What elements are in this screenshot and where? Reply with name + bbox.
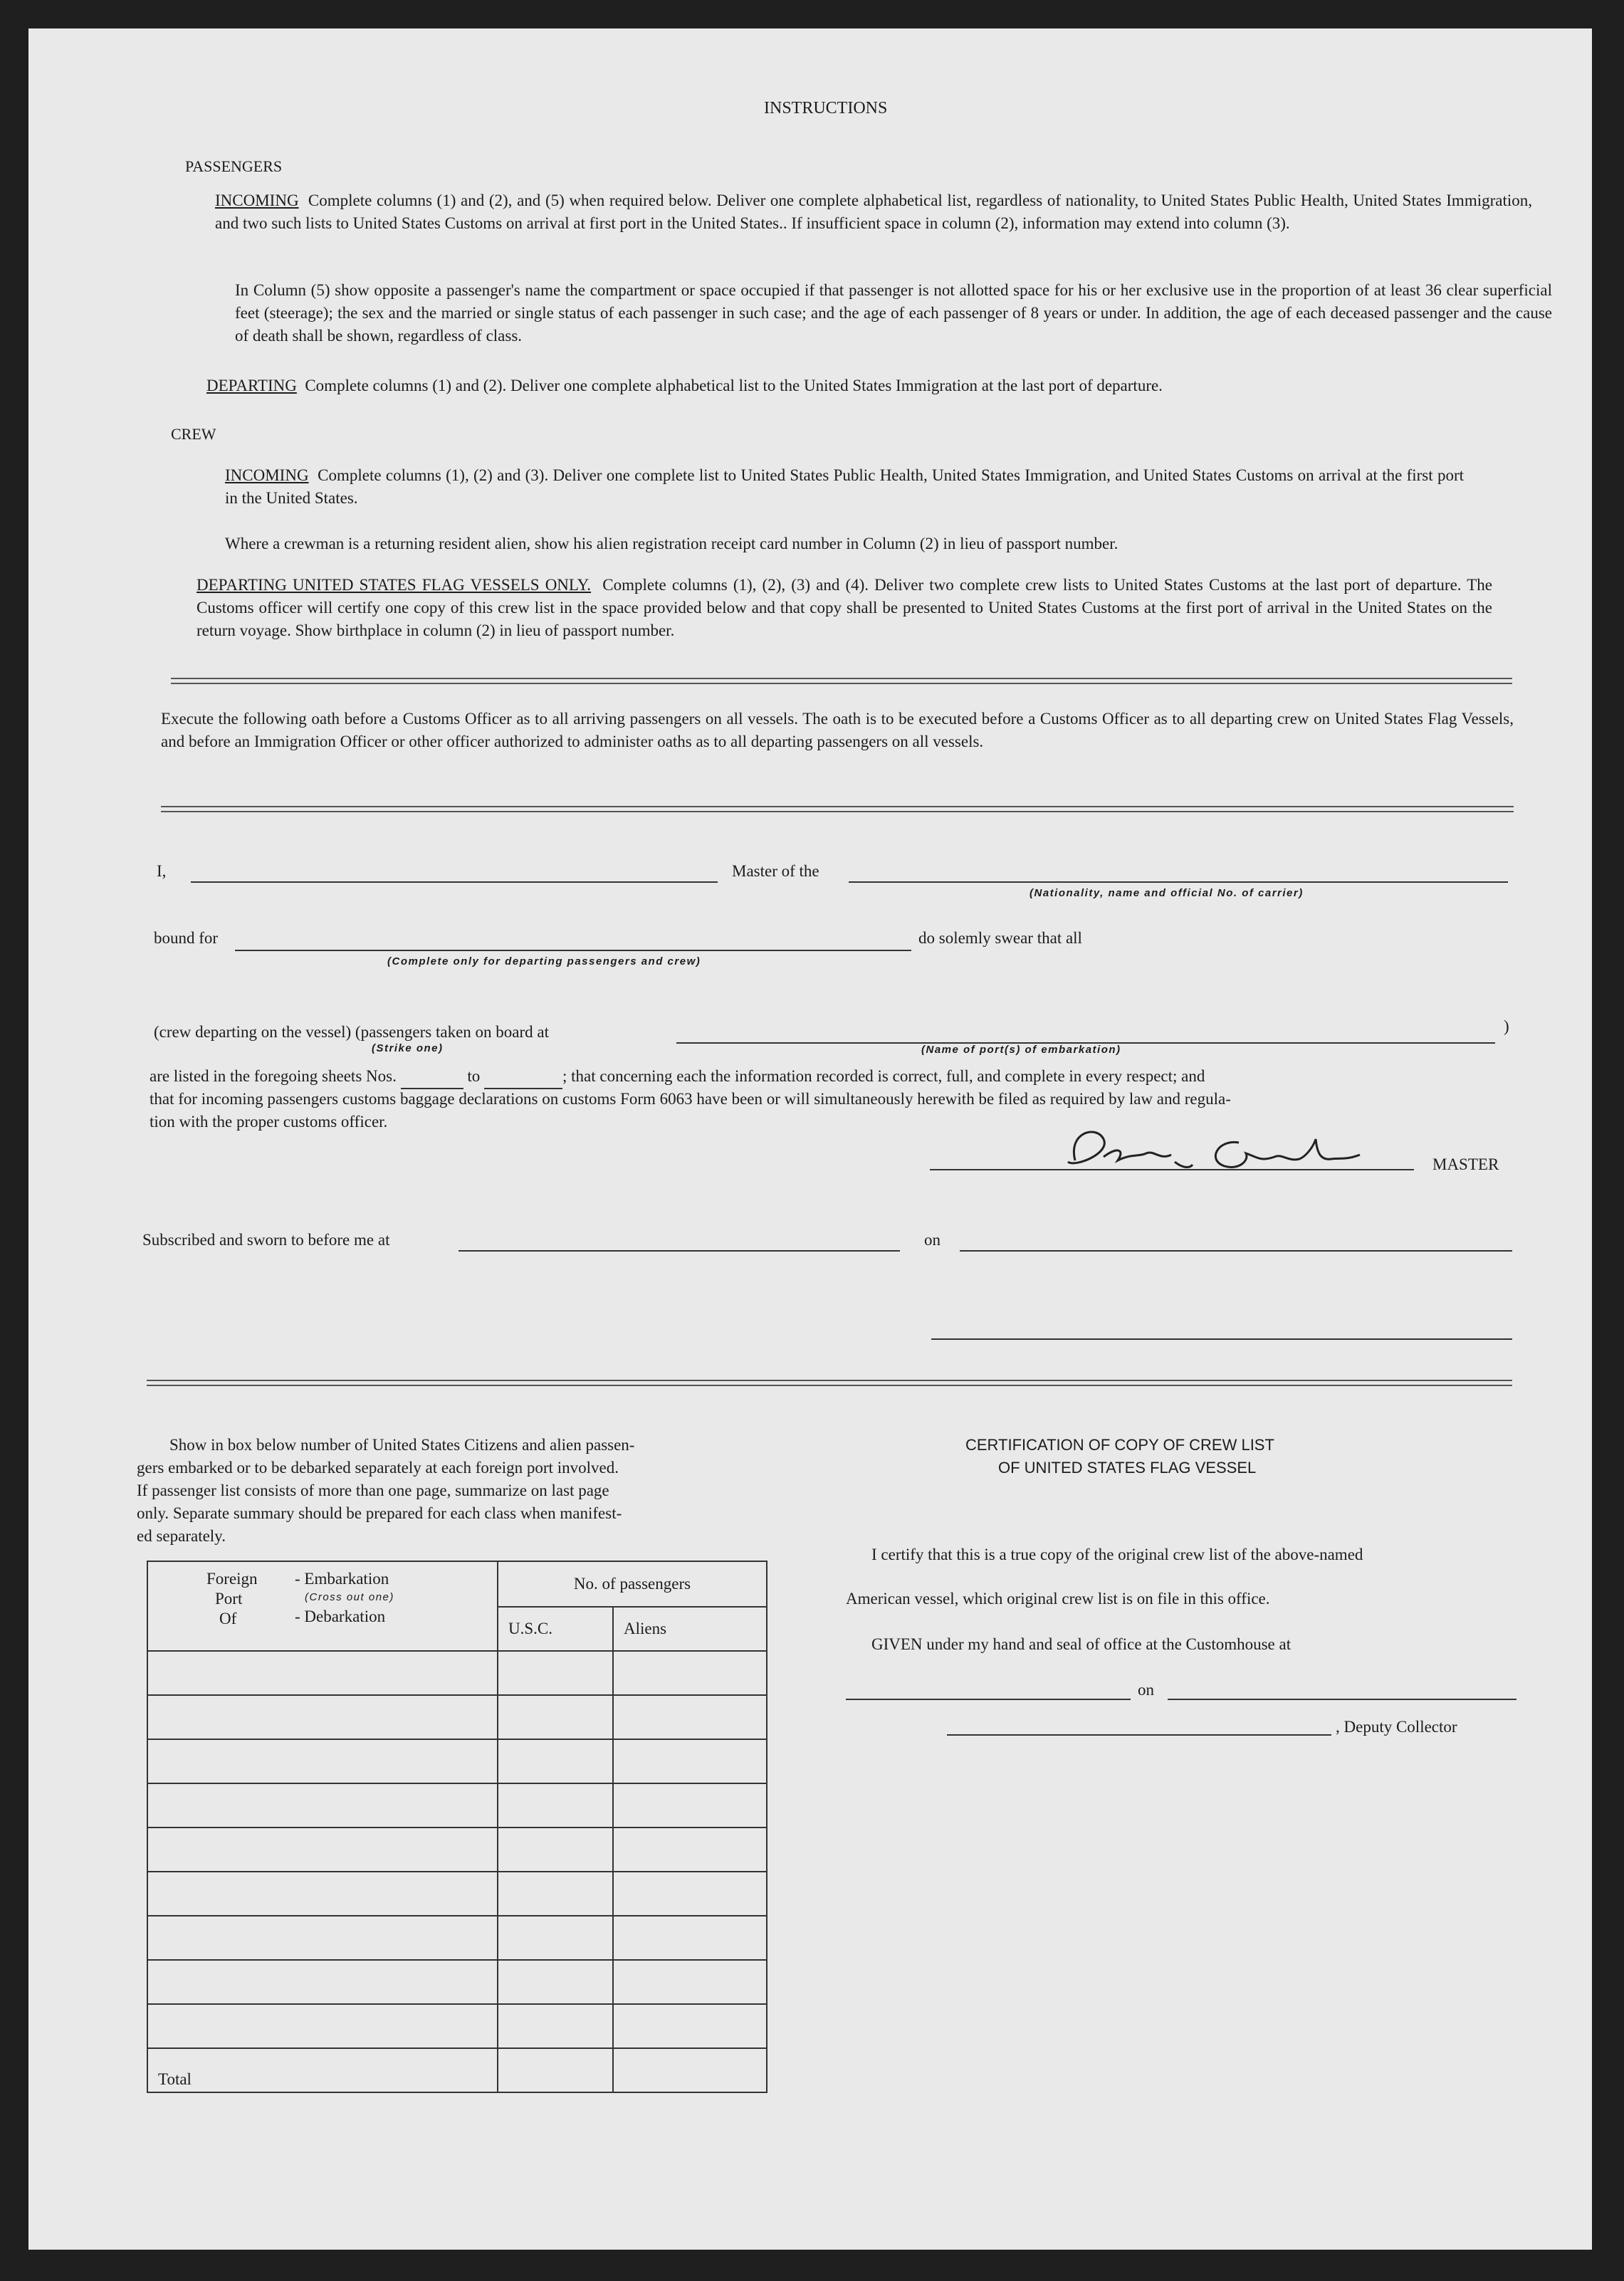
table-row [147, 1783, 767, 1828]
col-foreign: Foreign [206, 1570, 258, 1588]
passengers-incoming-paragraph [215, 189, 1532, 235]
ports-hint: (Name of port(s) of embarkation) [921, 1044, 1121, 1056]
summary-line-3: If passenger list consists of more than one page, summarize on last page [137, 1482, 609, 1499]
master-of-the-label: Master of the [732, 862, 819, 880]
certification-on-label: on [1138, 1681, 1154, 1699]
col-of: Of [219, 1610, 237, 1627]
aliens-cell[interactable] [613, 1872, 767, 1916]
usc-cell[interactable] [498, 2004, 613, 2048]
summary-line-2: gers embarked or to be debarked separately at each foreign port involved. [137, 1459, 619, 1477]
crew-incoming-label: INCOMING [225, 466, 309, 484]
passengers-departing-text: Complete columns (1) and (2). Deliver one complete alphabetical list to the United States Immigration at the last port of departure. [305, 377, 1163, 394]
subscribed-label: Subscribed and sworn to before me at [142, 1231, 390, 1249]
aliens-cell[interactable] [613, 2004, 767, 2048]
deputy-collector-label: , Deputy Collector [1336, 1718, 1457, 1736]
aliens-cell[interactable] [613, 1960, 767, 2004]
col-debarkation: - Debarkation [295, 1608, 386, 1625]
divider-1 [171, 678, 1512, 684]
aliens-cell[interactable] [613, 1695, 767, 1739]
port-cell[interactable] [147, 1872, 498, 1916]
col-passengers: No. of passengers [498, 1561, 767, 1607]
bound-for-label: bound for [154, 929, 219, 947]
crew-incoming-paragraph [225, 464, 1464, 510]
crew-departing-text-line: (crew departing on the vessel) (passengers taken on board at [154, 1023, 549, 1041]
deputy-collector-signature-field[interactable] [947, 1734, 1331, 1736]
sworn-on-label: on [924, 1231, 941, 1249]
port-cell[interactable] [147, 1828, 498, 1872]
passengers-heading: PASSENGERS [185, 157, 283, 175]
certification-line-1: I certify that this is a true copy of the original crew list of the above-named [871, 1546, 1363, 1563]
passengers-incoming-label: INCOMING [215, 192, 299, 209]
table-row [147, 2004, 767, 2048]
total-aliens-cell[interactable] [613, 2048, 767, 2092]
master-signature [1047, 1118, 1388, 1182]
certification-title-1: CERTIFICATION OF COPY OF CREW LIST [965, 1436, 1274, 1454]
oath-instruction: Execute the following oath before a Customs Officer as to all arriving passengers on all vessels. The oath is to be executed before a Customs Officer as to all departing crew on United States Flag Vessels, and before an Immigration Officer or other officer authorized to administer oaths as to all departing passengers on all vessels. [161, 710, 1514, 750]
port-cell[interactable] [147, 1916, 498, 1960]
summary-line-1: Show in box below number of United States Citizens and alien passen- [169, 1436, 635, 1454]
usc-cell[interactable] [498, 1828, 613, 1872]
listed-line-2: that for incoming passengers customs baggage declarations on customs Form 6063 have been or will simultaneously herewith be filed as required by law and regula- [150, 1090, 1231, 1108]
usc-cell[interactable] [498, 1872, 613, 1916]
port-cell[interactable] [147, 1960, 498, 2004]
passenger-summary-table [147, 1561, 768, 2093]
summary-line-4: only. Separate summary should be prepared for each class when manifest- [137, 1504, 622, 1522]
master-label: MASTER [1432, 1155, 1499, 1173]
usc-cell[interactable] [498, 1695, 613, 1739]
close-paren: ) [1504, 1017, 1509, 1035]
total-row [147, 2048, 767, 2092]
passengers-incoming-text: Complete columns (1) and (2), and (5) when required below. Deliver one complete alphabetical list, regardless of nationality, to United States Public Health, United States Immigration, and two such lists to United States Customs on arrival at first port in the United States.. If insufficient space in column (2), information may extend into column (3). [215, 192, 1533, 232]
table-row [147, 1960, 767, 2004]
col-embarkation: - Embarkation [295, 1570, 389, 1588]
customhouse-location-field[interactable] [846, 1699, 1131, 1700]
table-row [147, 1828, 767, 1872]
sworn-location-field[interactable] [459, 1250, 900, 1252]
table-row [147, 1916, 767, 1960]
crew-resident-paragraph: Where a crewman is a returning resident alien, show his alien registration receipt card number in Column (2) in lieu of passport number. [225, 535, 1119, 552]
listed-line-3: tion with the proper customs officer. [150, 1113, 388, 1131]
crew-departing-paragraph [197, 574, 1492, 642]
swear-text: do solemly swear that all [918, 929, 1082, 947]
usc-cell[interactable] [498, 1783, 613, 1828]
master-name-field[interactable] [191, 881, 718, 883]
listed-to: to [467, 1067, 481, 1085]
divider-2 [161, 806, 1514, 812]
table-row [147, 1695, 767, 1739]
aliens-cell[interactable] [613, 1783, 767, 1828]
summary-instructions [137, 1434, 792, 1548]
certification-line-3: GIVEN under my hand and seal of office at the Customhouse at [871, 1635, 1292, 1653]
table-row [147, 1651, 767, 1695]
officer-signature-field[interactable] [931, 1338, 1512, 1340]
oath-i-label: I, [157, 862, 167, 880]
listed-a: are listed in the foregoing sheets Nos. [150, 1067, 397, 1085]
crew-heading: CREW [171, 425, 216, 443]
aliens-cell[interactable] [613, 1916, 767, 1960]
usc-cell[interactable] [498, 1960, 613, 2004]
sheet-to-field[interactable] [484, 1065, 562, 1089]
summary-line-5: ed separately. [137, 1527, 226, 1545]
total-label: Total [147, 2048, 498, 2092]
usc-cell[interactable] [498, 1739, 613, 1783]
col-aliens: Aliens [613, 1607, 767, 1651]
listed-line-1 [150, 1065, 1205, 1089]
aliens-cell[interactable] [613, 1651, 767, 1695]
document-page [28, 28, 1592, 2250]
carrier-hint: (Nationality, name and official No. of carrier) [1030, 887, 1304, 899]
col-cross: (Cross out one) [305, 1591, 394, 1603]
port-cell[interactable] [147, 1739, 498, 1783]
port-cell[interactable] [147, 1783, 498, 1828]
col-usc: U.S.C. [498, 1607, 613, 1651]
port-cell[interactable] [147, 1651, 498, 1695]
certification-date-field[interactable] [1168, 1699, 1516, 1700]
table-row [147, 1872, 767, 1916]
passengers-departing-label: DEPARTING [206, 377, 297, 394]
bound-for-field[interactable] [235, 950, 911, 951]
usc-cell[interactable] [498, 1651, 613, 1695]
port-cell[interactable] [147, 2004, 498, 2048]
total-usc-cell[interactable] [498, 2048, 613, 2092]
usc-cell[interactable] [498, 1916, 613, 1960]
strike-one-hint: (Strike one) [372, 1042, 444, 1054]
crew-departing-text: Complete columns (1), (2), (3) and (4). Deliver two complete crew lists to United States Customs at the last port of departure. The Customs officer will certify one copy of this crew list in the space provided below and that copy shall be presented to United States Customs at the first port of arrival in the United States on the return voyage. Show birthplace in column (2) in lieu of passport number. [197, 576, 1493, 639]
divider-3 [147, 1380, 1512, 1386]
port-header-cell [147, 1561, 498, 1651]
sworn-date-field[interactable] [960, 1250, 1512, 1252]
carrier-field[interactable] [849, 881, 1508, 883]
certification-line-2: American vessel, which original crew list is on file in this office. [846, 1590, 1270, 1608]
aliens-cell[interactable] [613, 1739, 767, 1783]
listed-b: ; that concerning each the information recorded is correct, full, and complete in every respect; and [562, 1067, 1205, 1085]
passengers-column5-paragraph: In Column (5) show opposite a passenger's name the compartment or space occupied if that passenger is not allotted space for his or her exclusive use in the proportion of at least 36 clear superficial feet (steerage); the sex and the married or single status of each passenger in such case; and the age of each passenger of 8 years or under. In addition, the age of each deceased passenger and the cause of death shall be shown, regardless of class. [235, 281, 1552, 345]
certification-title-2: OF UNITED STATES FLAG VESSEL [998, 1459, 1257, 1477]
page-title: INSTRUCTIONS [764, 99, 888, 117]
table-row [147, 1739, 767, 1783]
passengers-departing-paragraph [206, 374, 1163, 397]
crew-departing-label: DEPARTING UNITED STATES FLAG VESSELS ONLY. [197, 576, 592, 594]
crew-incoming-text: Complete columns (1), (2) and (3). Deliver one complete list to United States Public Health, United States Immigration, and United States Customs on arrival at the first port in the United States. [225, 466, 1464, 507]
col-port: Port [215, 1590, 243, 1608]
port-cell[interactable] [147, 1695, 498, 1739]
sheet-from-field[interactable] [401, 1065, 463, 1089]
bound-for-hint: (Complete only for departing passengers and crew) [387, 955, 701, 968]
aliens-cell[interactable] [613, 1828, 767, 1872]
